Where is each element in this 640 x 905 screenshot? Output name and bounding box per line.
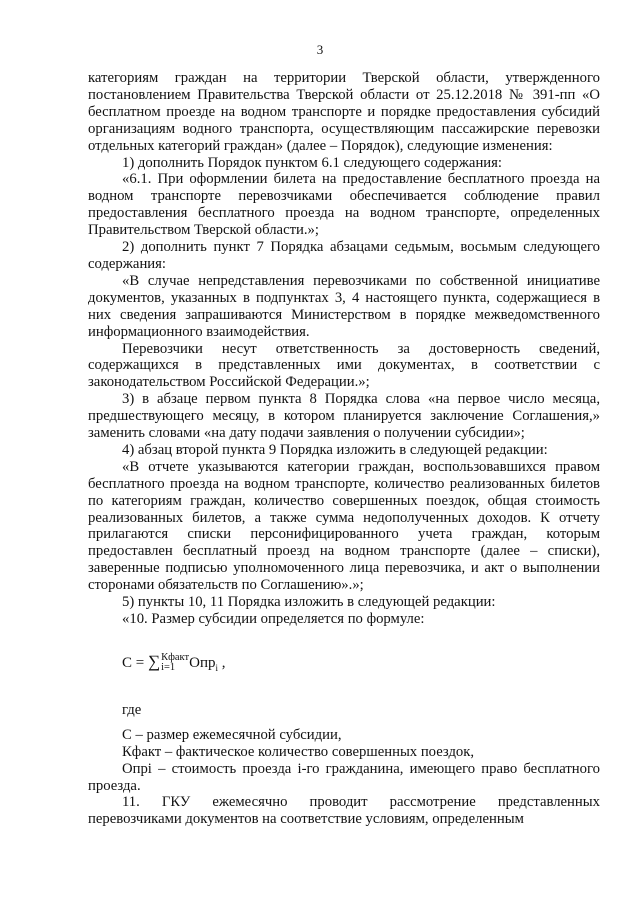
subsidy-formula <box>122 650 600 680</box>
sum-limits <box>161 653 189 673</box>
paragraph-point-11: 11. ГКУ ежемесячно проводит рассмотрение представленных перевозчиками документов на соответствие условиям, определенным <box>88 794 600 828</box>
paragraph-item-5: 5) пункты 10, 11 Порядка изложить в следующей редакции: <box>122 594 496 611</box>
paragraph-quote-nonsubmission: «В случае непредставления перевозчиками по собственной инициативе документов, указанных в подпунктах 3, 4 настоящего пункта, содержащиеся в них сведения запрашиваются Министерством в порядке межведомственного информационного взаимодействия. <box>88 272 600 340</box>
paragraph-quote-report: «В отчете указываются категории граждан, воспользовавшихся правом бесплатного проезда на водном транспорте, количество реализованных билетов по категориям граждан, количество совершенных поездок, общая стоимость реализованных билетов, а также сумма недополученных доходов. К отчету прилагаются списки персонифицированного учета граждан, которым предоставлен бесплатный проезд на водном транспорте (далее – списки), заверенные подписью уполномоченного лица перевозчика, и акт о выполнении сторонами обязательств по Соглашению».»; <box>88 458 600 594</box>
paragraph-carrier-responsibility: Перевозчики несут ответственность за достоверность сведений, содержащихся в представленных ими документах, в соответствии с законодательством Российской Федерации.»; <box>88 340 600 391</box>
document-body <box>88 70 600 828</box>
paragraph-item-3: 3) в абзаце первом пункта 8 Порядка слова «на первое число месяца, предшествующего месяцу, в котором планируется заключение Соглашения,» заменить словами «на дату подачи заявления о получении субсидии»; <box>88 391 600 442</box>
formula-lhs: С = <box>122 654 148 671</box>
sum-symbol: ∑ <box>147 651 161 671</box>
paragraph-item-1: 1) дополнить Порядок пунктом 6.1 следующего содержания: <box>122 154 503 171</box>
sum-lower-limit: i=1 <box>161 662 176 674</box>
formula-tail: , <box>218 654 226 671</box>
page-number: 3 <box>316 42 324 57</box>
formula-term-subscript: i <box>215 662 219 673</box>
paragraph-intro: категориям граждан на территории Тверской области, утвержденного постановлением Правительства Тверской области от 25.12.2018 № 391-пп «О бесплатном проезде на водном транспорте и порядке предоставления субсидий организациям водного транспорта, осуществляющим пассажирские перевозки отдельных категорий граждан» (далее – Порядок), следующие изменения: <box>88 70 600 154</box>
paragraph-quote-6-1: «6.1. При оформлении билета на предоставление бесплатного проезда на водном транспорте перевозчиками обеспечивается соблюдение правил предоставления бесплатного проезда на водном транспорте, определенных Правительством Тверской области.»; <box>88 171 600 239</box>
definition-kfakt: Кфакт – фактическое количество совершенных поездок, <box>122 743 475 760</box>
formula-term: Опр <box>189 654 216 671</box>
paragraph-point-10: «10. Размер субсидии определяется по формуле: <box>122 611 425 627</box>
sum-upper-limit: Кфакт <box>161 652 190 664</box>
spacer <box>88 719 600 727</box>
paragraph-where: где <box>122 701 142 718</box>
paragraph-item-4: 4) абзац второй пункта 9 Порядка изложить в следующей редакции: <box>122 441 548 458</box>
paragraph-item-2: 2) дополнить пункт 7 Порядка абзацами седьмым, восьмым следующего содержания: <box>88 239 600 272</box>
definition-opr: Oпрi – стоимость проезда i-го гражданина, имеющего право бесплатного проезда. <box>88 760 600 794</box>
definition-c: С – размер ежемесячной субсидии, <box>122 726 342 743</box>
